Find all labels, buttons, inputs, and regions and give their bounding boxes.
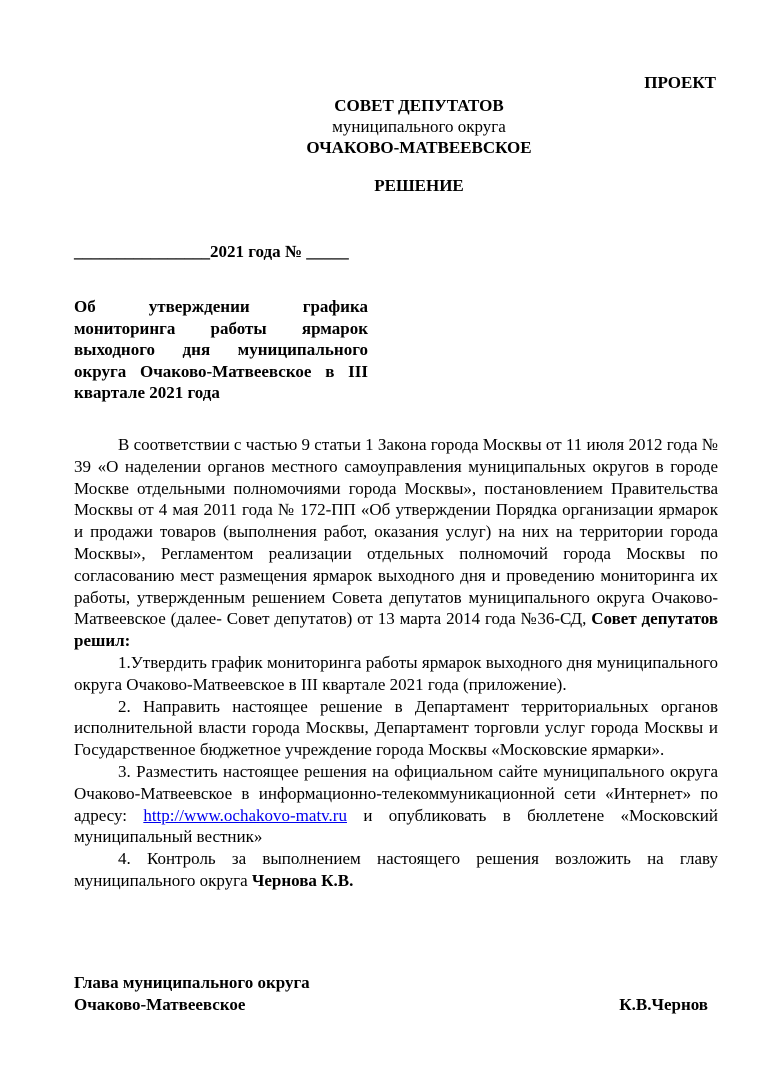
date-number-line <box>74 242 349 262</box>
preamble-resolution: Совет депутатов решил: <box>74 609 718 651</box>
item-4-name: Чернова К.В. <box>251 870 354 890</box>
signature-title-line1: Глава муниципального округа <box>74 973 310 992</box>
website-link[interactable]: http://www.ochakovo-matv.ru <box>143 805 347 825</box>
decision-subject: Об утверждении графика мониторинга работы ярмарок выходного дня муниципального округа Очаково-Матвеевское в III квартале 2021 года <box>74 297 368 402</box>
item-2: 2. Направить настоящее решение в Департамент территориальных органов исполнительной власти города Москвы, Департамент торговли услуг города Москвы и Государственное бюджетное учреждение города Москвы «Московские ярмарки». <box>74 696 718 760</box>
year-text: 2021 года № <box>210 242 307 261</box>
number-blank: _____ <box>306 242 349 261</box>
preamble-paragraph <box>74 434 718 652</box>
item-4-text: 4. Контроль за выполнением настоящего решения возложить на главу муниципального округа <box>74 849 718 890</box>
council-name: СОВЕТ ДЕПУТАТОВ <box>334 96 504 115</box>
item-3-text-end: и опубликовать в бюллетене «Московский муниципальный вестник» <box>74 805 718 847</box>
signature-block <box>74 972 708 1016</box>
item-3 <box>74 761 718 848</box>
preamble-text: В соответствии с частью 9 статьи 1 Закона города Москвы от 11 июля 2012 года № 39 «О наделении органов местного самоуправления муниципальных округов в городе Москве отдельными полномочиями города Москвы», постановлением Правительства Москвы от 4 мая 2011 года № 172-ПП «Об утверждении Порядка организации ярмарок и продажи товаров (выполнения работ, оказания услуг) на них на территории города Москвы», Регламентом реализации отдельных полномочий города Москвы по согласованию мест размещения ярмарок выходного дня и проведению мониторинга их работы, утвержденным решением Совета депутатов муниципального округа Очаково-Матвеевское (далее- Совет депутатов) от 13 марта 2014 года №36-СД, <box>74 435 718 629</box>
item-4 <box>74 848 718 892</box>
item-3-text: 3. Разместить настоящее решения на официальном сайте муниципального округа Очаково-Матвеевское в информационно-телекоммуникационной сети «Интернет» по адресу: <box>74 761 718 825</box>
decision-title: РЕШЕНИЕ <box>374 176 464 195</box>
document-header <box>0 95 762 158</box>
signature-title-line2: Очаково-Матвеевское <box>74 995 246 1014</box>
district-name: ОЧАКОВО-МАТВЕЕВСКОЕ <box>306 138 532 157</box>
item-1: 1.Утвердить график мониторинга работы ярмарок выходного дня муниципального округа Очаково-Матвеевское в III квартале 2021 года (приложение). <box>74 652 718 694</box>
signature-name: К.В.Чернов <box>619 995 708 1014</box>
signature-row <box>74 994 708 1016</box>
draft-label: ПРОЕКТ <box>644 73 716 92</box>
document-body <box>74 434 718 892</box>
district-type: муниципального округа <box>332 117 506 136</box>
date-blank: ________________ <box>74 242 210 261</box>
